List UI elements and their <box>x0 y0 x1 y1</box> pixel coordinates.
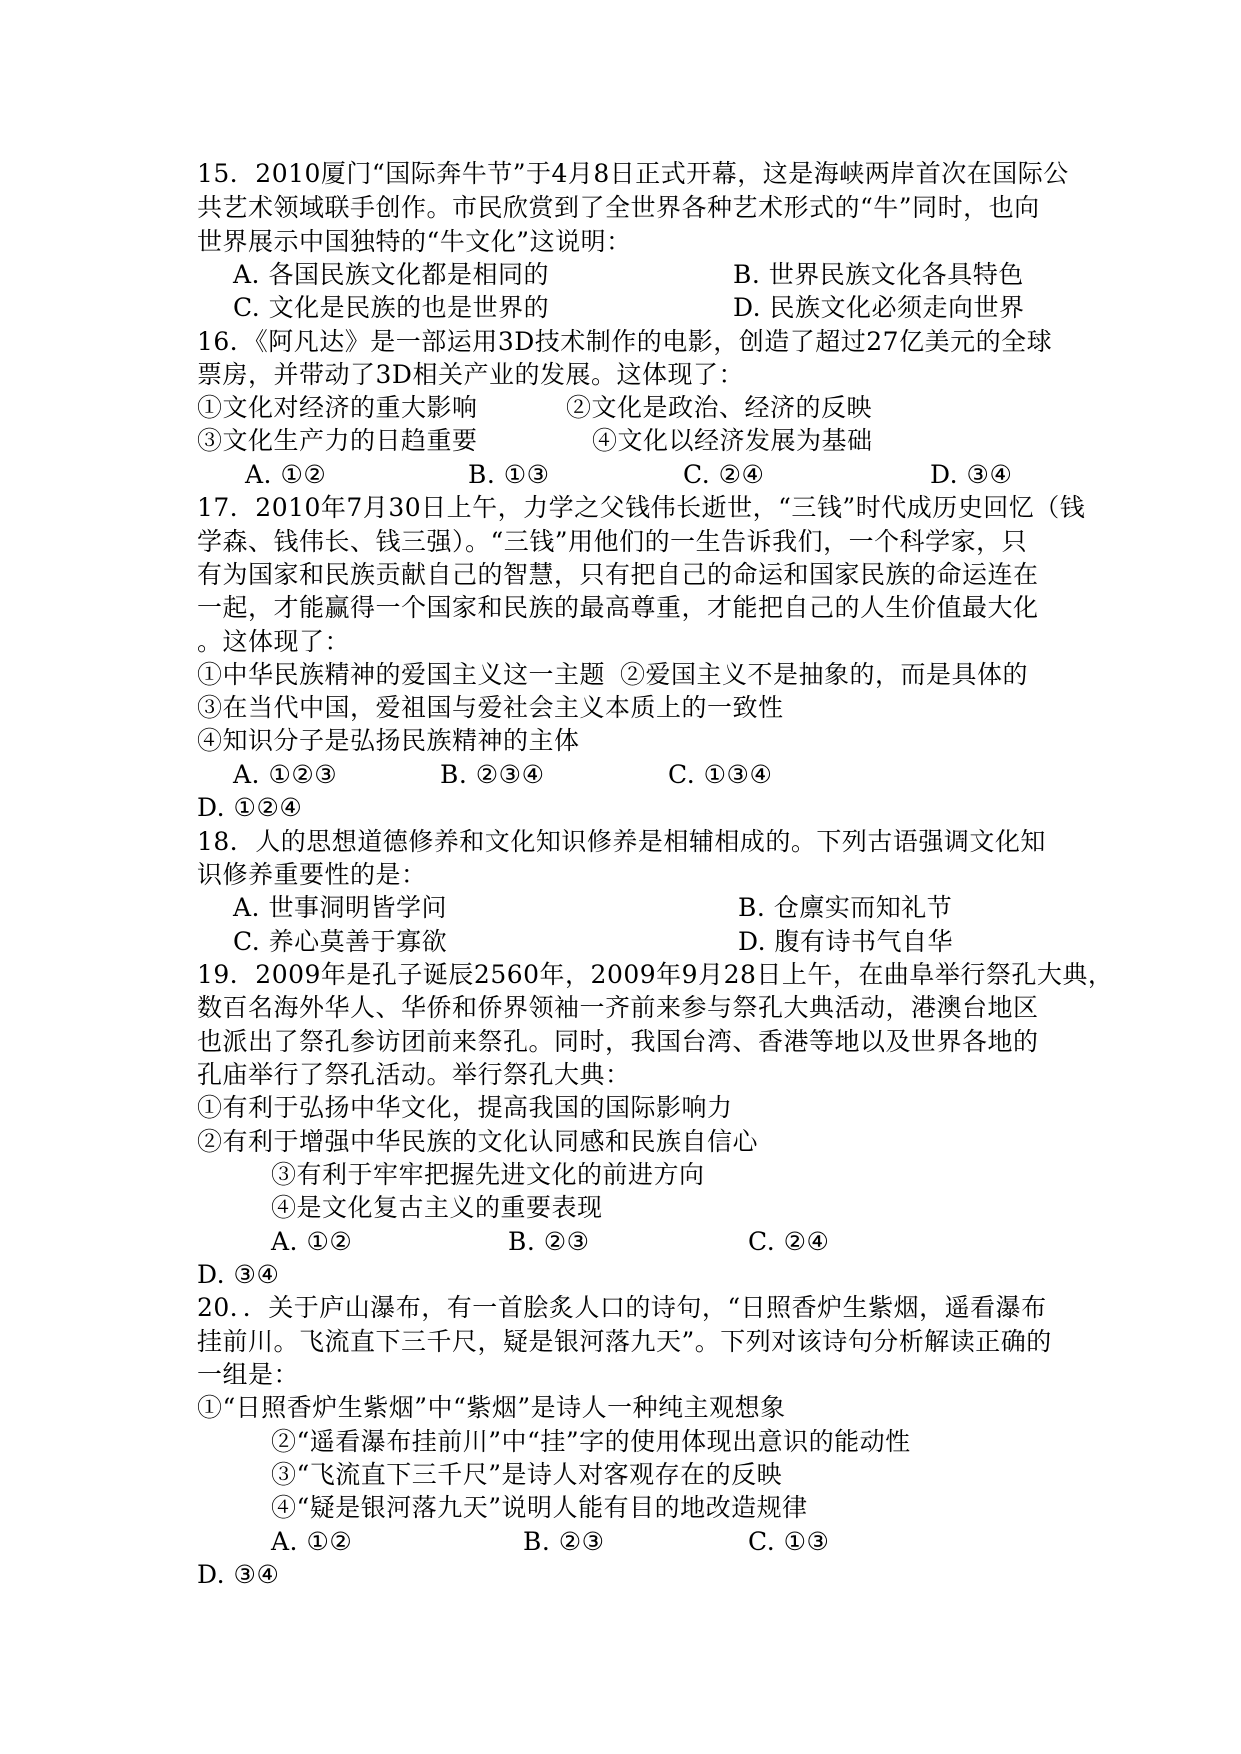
q19-option-a: A. ①② <box>271 1227 353 1256</box>
q16-stem-line-2: 票房，并带动了3D相关产业的发展。这体现了： <box>197 360 744 389</box>
q15-stem-line-3: 世界展示中国独特的“牛文化”这说明： <box>197 227 632 256</box>
q19-option-d: D. ③④ <box>197 1260 280 1289</box>
q20-option-a: A. ①② <box>271 1527 353 1556</box>
q19-stem-line-4: 孔庙举行了祭孔活动。举行祭孔大典： <box>197 1060 631 1089</box>
q16-stem-line-1: 16．《阿凡达》是一部运用3D技术制作的电影，创造了超过27亿美元的全球 <box>197 327 1053 356</box>
q19-item-4: ④是文化复古主义的重要表现 <box>271 1193 603 1222</box>
q15-option-c: C. 文化是民族的也是世界的 <box>233 293 550 322</box>
q16-item-1: ①文化对经济的重大影响 <box>197 393 478 422</box>
q15-option-b: B. 世界民族文化各具特色 <box>733 260 1024 289</box>
q16-item-3: ③文化生产力的日趋重要 <box>197 426 478 455</box>
q17-option-d: D. ①②④ <box>197 793 303 822</box>
q20-option-d: D. ③④ <box>197 1560 280 1589</box>
q17-option-a: A. ①②③ <box>233 760 338 789</box>
q19-stem-line-3: 也派出了祭孔参访团前来祭孔。同时，我国台湾、香港等地以及世界各地的 <box>197 1027 1039 1056</box>
q16-option-b: B. ①③ <box>468 460 550 489</box>
q20-item-2: ②“遥看瀑布挂前川”中“挂”字的使用体现出意识的能动性 <box>271 1427 911 1456</box>
q17-stem-line-1: 17．2010年7月30日上午，力学之父钱伟长逝世，“三钱”时代成历史回忆（钱 <box>197 493 1086 522</box>
q20-stem-line-3: 一组是： <box>197 1360 300 1389</box>
q18-stem-line-2: 识修养重要性的是： <box>197 860 427 889</box>
q15-stem-line-1: 15．2010厦门“国际奔牛节”于4月8日正式开幕，这是海峡两岸首次在国际公 <box>197 159 1069 188</box>
q20-option-b: B. ②③ <box>523 1527 605 1556</box>
q17-option-b: B. ②③④ <box>440 760 545 789</box>
q18-option-b: B. 仓廪实而知礼节 <box>738 893 953 922</box>
q16-item-2: ②文化是政治、经济的反映 <box>566 393 873 422</box>
q17-stem-line-5: 。这体现了： <box>197 627 351 656</box>
q17-stem-line-4: 一起，才能赢得一个国家和民族的最高尊重，才能把自己的人生价值最大化 <box>197 593 1039 622</box>
q16-option-c: C. ②④ <box>683 460 765 489</box>
q17-stem-line-2: 学森、钱伟长、钱三强）。“三钱”用他们的一生告诉我们，一个科学家，只 <box>197 527 1028 556</box>
q20-stem-line-1: 20．．关于庐山瀑布，有一首脍炙人口的诗句，“日照香炉生紫烟，遥看瀑布 <box>197 1293 1047 1322</box>
q19-item-3: ③有利于牢牢把握先进文化的前进方向 <box>271 1160 705 1189</box>
q18-option-d: D. 腹有诗书气自华 <box>738 927 954 956</box>
q16-option-a: A. ①② <box>245 460 327 489</box>
q18-option-a: A. 世事洞明皆学问 <box>233 893 447 922</box>
q18-option-c: C. 养心莫善于寡欲 <box>233 927 448 956</box>
q20-option-c: C. ①③ <box>748 1527 830 1556</box>
q20-item-1: ①“日照香炉生紫烟”中“紫烟”是诗人一种纯主观想象 <box>197 1393 786 1422</box>
q18-stem-line-1: 18．人的思想道德修养和文化知识修养是相辅相成的。下列古语强调文化知 <box>197 827 1046 856</box>
q15-option-a: A. 各国民族文化都是相同的 <box>233 260 549 289</box>
q17-item-3: ③在当代中国，爱祖国与爱社会主义本质上的一致性 <box>197 693 784 722</box>
q17-item-4: ④知识分子是弘扬民族精神的主体 <box>197 726 580 755</box>
q15-stem-line-2: 共艺术领域联手创作。市民欣赏到了全世界各种艺术形式的“牛”同时，也向 <box>197 193 1040 222</box>
q19-option-b: B. ②③ <box>508 1227 590 1256</box>
q20-stem-line-2: 挂前川。飞流直下三千尺，疑是银河落九天”。下列对该诗句分析解读正确的 <box>197 1327 1052 1356</box>
q17-item-1: ①中华民族精神的爱国主义这一主题 <box>197 660 606 689</box>
q19-item-1: ①有利于弘扬中华文化，提高我国的国际影响力 <box>197 1093 733 1122</box>
q17-stem-line-3: 有为国家和民族贡献自己的智慧，只有把自己的命运和国家民族的命运连在 <box>197 560 1039 589</box>
q16-item-4: ④文化以经济发展为基础 <box>592 426 873 455</box>
q19-stem-line-2: 数百名海外华人、华侨和侨界领袖一齐前来参与祭孔大典活动，港澳台地区 <box>197 993 1039 1022</box>
q17-option-c: C. ①③④ <box>668 760 773 789</box>
q20-item-4: ④“疑是银河落九天”说明人能有目的地改造规律 <box>271 1493 808 1522</box>
q19-option-c: C. ②④ <box>748 1227 830 1256</box>
q19-stem-line-1: 19．2009年是孔子诞辰2560年，2009年9月28日上午，在曲阜举行祭孔大典， <box>197 960 1114 989</box>
q17-item-2: ②爱国主义不是抽象的，而是具体的 <box>620 660 1029 689</box>
q19-item-2: ②有利于增强中华民族的文化认同感和民族自信心 <box>197 1127 759 1156</box>
q20-item-3: ③“飞流直下三千尺”是诗人对客观存在的反映 <box>271 1460 783 1489</box>
q15-option-d: D. 民族文化必须走向世界 <box>733 293 1025 322</box>
q16-option-d: D. ③④ <box>930 460 1013 489</box>
